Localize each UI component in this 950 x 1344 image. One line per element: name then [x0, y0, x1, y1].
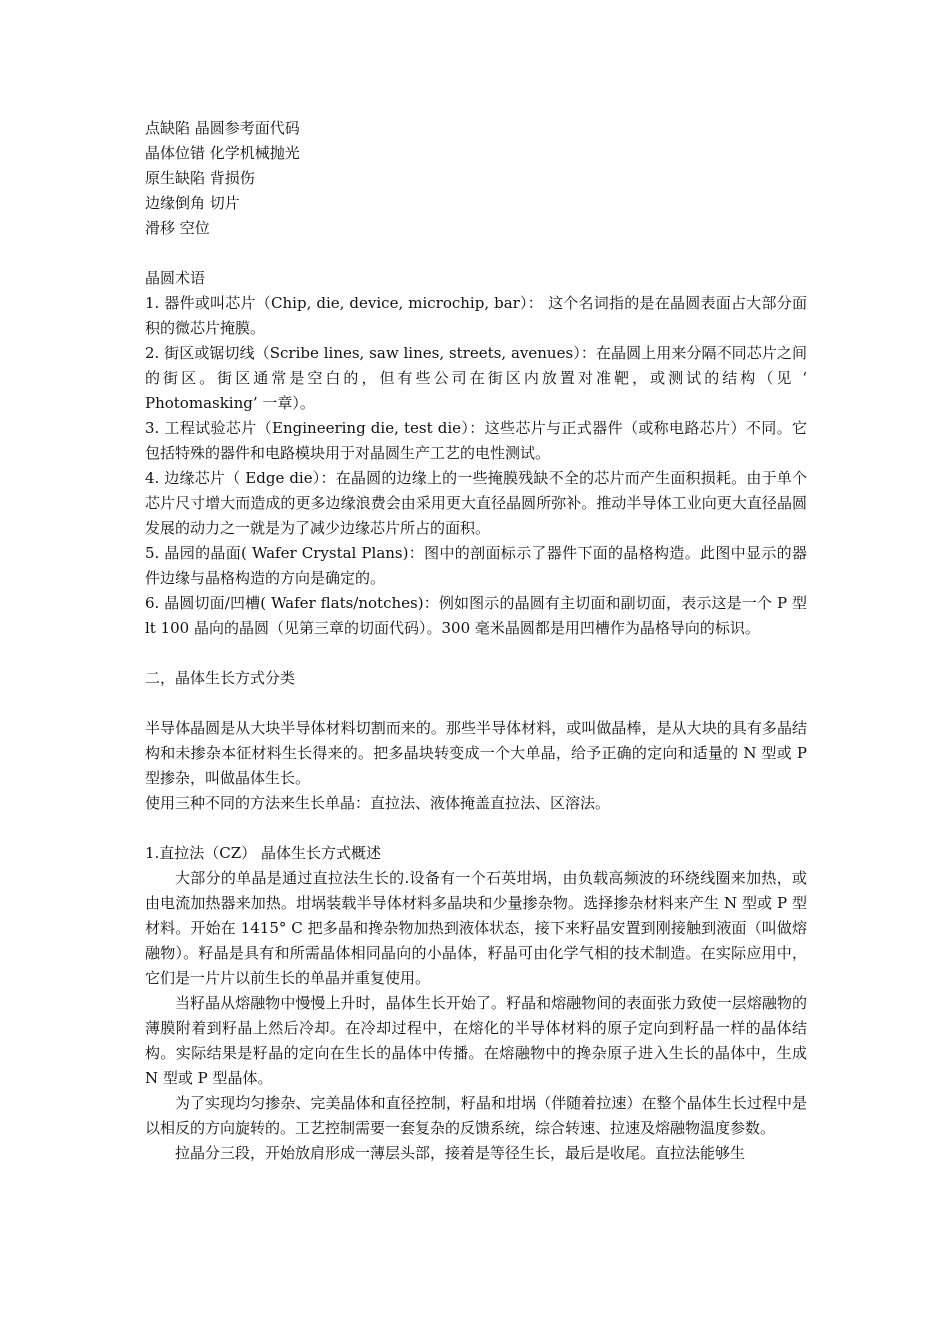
term-pair-line: 滑移 空位: [145, 219, 210, 237]
wafer-term-item: 3. 工程试验芯片（Engineering die, test die）：这些芯片与正式器件（或称电路芯片）不同。它包括特殊的器件和电路模块用于对晶圆生产工艺的电性测试。: [145, 419, 807, 462]
body-paragraph: 使用三种不同的方法来生长单晶：直拉法、液体掩盖直拉法、区溶法。: [145, 794, 611, 812]
wafer-term-item: 5. 晶园的晶面( Wafer Crystal Plans)：图中的剖面标示了器件下面的晶格构造。此图中显示的器件边缘与晶格构造的方向是确定的。: [145, 544, 807, 587]
spacer: [145, 241, 807, 266]
term-pair-line: 晶体位错 化学机械抛光: [145, 144, 300, 162]
wafer-term-item: 2. 街区或锯切线（Scribe lines, saw lines, streets, avenues）：在晶圆上用来分隔不同芯片之间的街区。街区通常是空白的，但有些公司在街区内放置对准靶，或测试的结构（见 ‘ Photomasking’ 一章）。: [145, 344, 807, 412]
term-pair-line: 边缘倒角 切片: [145, 194, 240, 212]
spacer: [145, 691, 807, 716]
spacer: [145, 641, 807, 666]
subsection-title: 1.直拉法（CZ） 晶体生长方式概述: [145, 844, 381, 862]
term-pair-list: [145, 116, 807, 241]
section-title: 二，晶体生长方式分类: [145, 669, 296, 687]
body-paragraph: 为了实现均匀掺杂、完美晶体和直径控制，籽晶和坩埚（伴随着拉速）在整个晶体生长过程中是以相反的方向旋转的。工艺控制需要一套复杂的反馈系统，综合转速、拉速及熔融物温度参数。: [145, 1094, 807, 1137]
body-paragraph: 大部分的单晶是通过直拉法生长的.设备有一个石英坩埚，由负载高频波的环绕线圈来加热，或由电流加热器来加热。坩埚装载半导体材料多晶块和少量掺杂物。选择掺杂材料来产生 N 型或 P 型材料。开始在 1415° C 把多晶和搀杂物加热到液体状态，接下来籽晶安置到刚接触到液面（叫做熔融物）。籽晶是具有和所需晶体相同晶向的小晶体，籽晶可由化学气相的技术制造。在实际应用中，它们是一片片以前生长的单晶并重复使用。: [145, 869, 807, 987]
body-paragraph: 半导体晶圆是从大块半导体材料切割而来的。那些半导体材料，或叫做晶棒，是从大块的具有多晶结构和未掺杂本征材料生长得来的。把多晶块转变成一个大单晶，给予正确的定向和适量的 N 型或 P 型掺杂，叫做晶体生长。: [145, 719, 807, 787]
term-pair-line: 原生缺陷 背损伤: [145, 169, 255, 187]
spacer: [145, 816, 807, 841]
wafer-term-item: 6. 晶圆切面/凹槽( Wafer flats/notches)：例如图示的晶圆有主切面和副切面，表示这是一个 P 型 lt 100 晶向的晶圆（见第三章的切面代码）。300 毫米晶圆都是用凹槽作为晶格导向的标识。: [145, 594, 807, 637]
czochralski-section: [145, 841, 807, 1166]
wafer-term-item: 4. 边缘芯片（ Edge die）：在晶圆的边缘上的一些掩膜残缺不全的芯片而产生面积损耗。由于单个芯片尺寸增大而造成的更多边缘浪费会由采用更大直径晶圆所弥补。推动半导体工业向更大直径晶圆发展的动力之一就是为了减少边缘芯片所占的面积。: [145, 469, 807, 537]
wafer-term-item: 1. 器件或叫芯片（Chip, die, device, microchip, bar）： 这个名词指的是在晶圆表面占大部分面积的微芯片掩膜。: [145, 294, 807, 337]
document-page: [145, 116, 807, 1166]
body-paragraph: 拉晶分三段，开始放肩形成一薄层头部，接着是等径生长，最后是收尾。直拉法能够生: [175, 1144, 746, 1162]
wafer-terms-heading: 晶圆术语: [145, 269, 206, 287]
body-paragraph: 当籽晶从熔融物中慢慢上升时，晶体生长开始了。籽晶和熔融物间的表面张力致使一层熔融物的薄膜附着到籽晶上然后冷却。在冷却过程中，在熔化的半导体材料的原子定向到籽晶一样的晶体结构。实际结果是籽晶的定向在生长的晶体中传播。在熔融物中的搀杂原子进入生长的晶体中，生成 N 型或 P 型晶体。: [145, 994, 807, 1087]
term-pair-line: 点缺陷 晶圆参考面代码: [145, 119, 300, 137]
wafer-terms-section: [145, 266, 807, 641]
crystal-growth-section: [145, 666, 807, 816]
